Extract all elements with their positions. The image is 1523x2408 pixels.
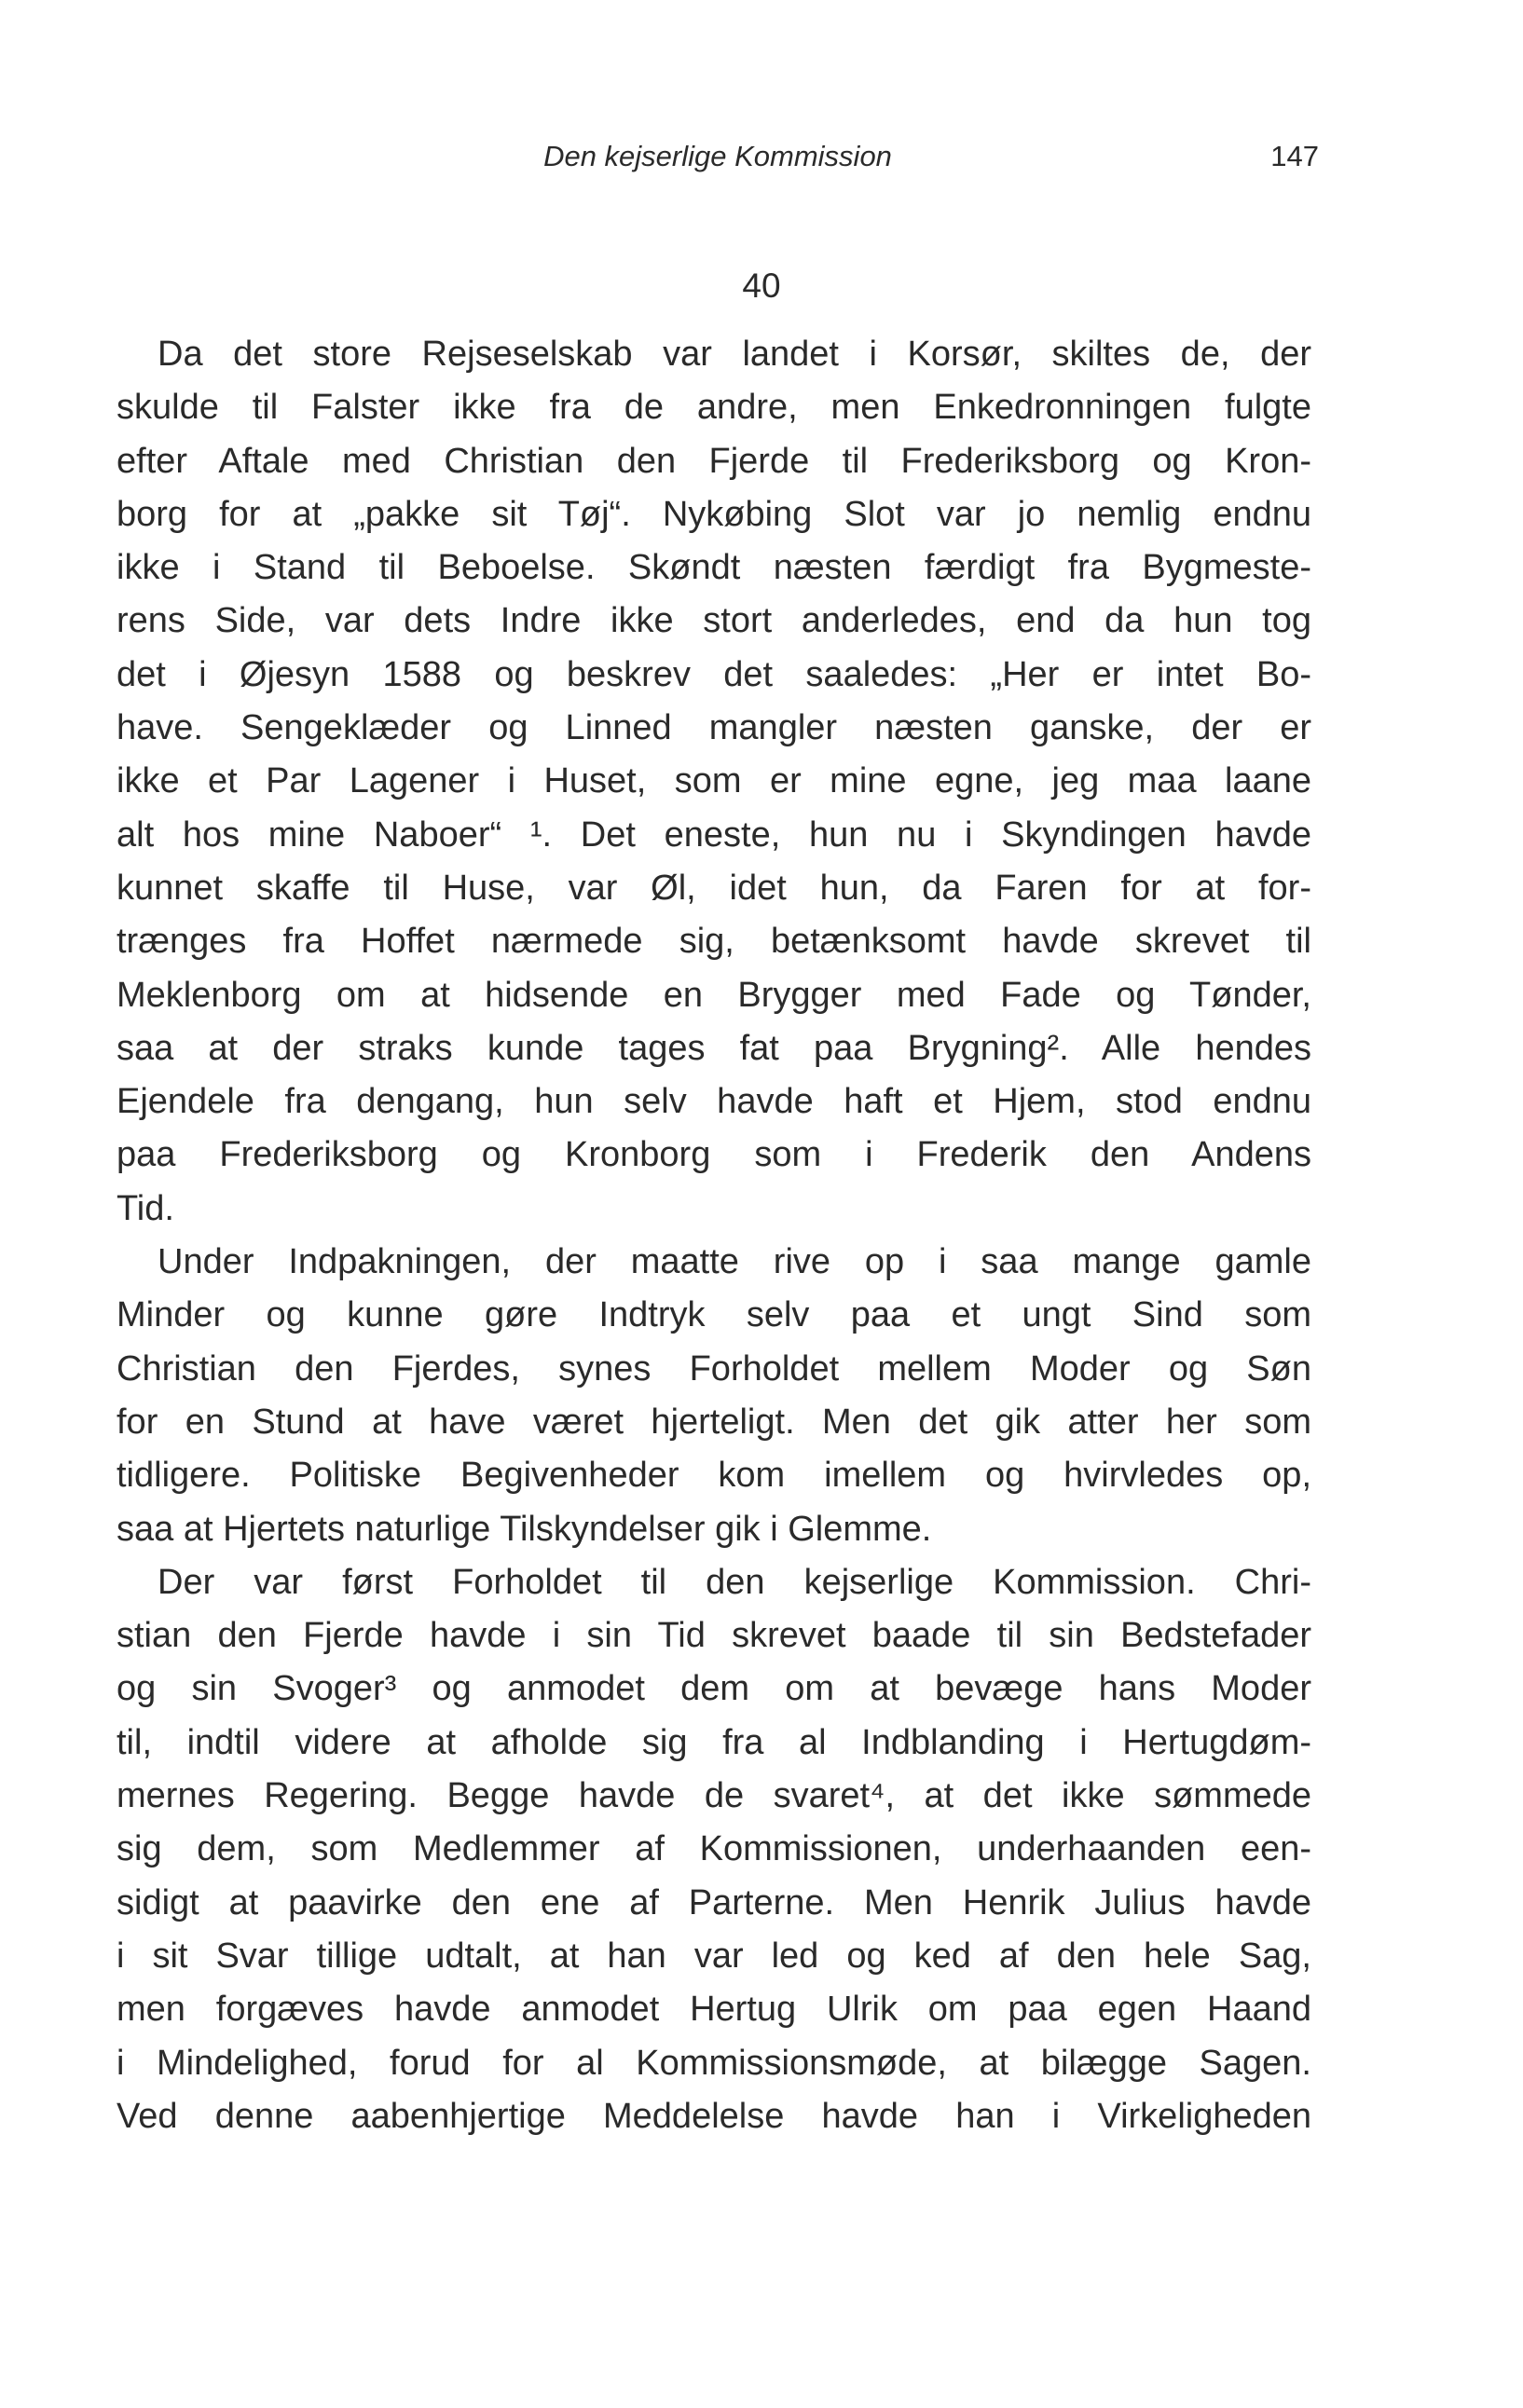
text-line: saa at Hjertets naturlige Tilskyndelser gik i Glemme. [117, 1509, 932, 1549]
text-line: og sin Svoger³ og anmodet dem om at bevæge hans Moder [117, 1669, 1311, 1709]
text-line: saa at der straks kunde tages fat paa Brygning². Alle hendes [117, 1028, 1311, 1068]
text-line: Minder og kunne gøre Indtryk selv paa et ungt Sind som [117, 1295, 1311, 1335]
text-line: rens Side, var dets Indre ikke stort anderledes, end da hun tog [117, 601, 1311, 641]
text-line: kunnet skaffe til Huse, var Øl, idet hun, da Faren for at for- [117, 868, 1311, 908]
paragraph-1 [117, 328, 1311, 1236]
text-line: Meklenborg om at hidsende en Brygger med Fade og Tønder, [117, 975, 1311, 1015]
text-line: Ved denne aabenhjertige Meddelelse havde han i Virkeligheden [117, 2096, 1311, 2136]
text-line: det i Øjesyn 1588 og beskrev det saaledes: „Her er intet Bo- [117, 654, 1311, 694]
text-line: efter Aftale med Christian den Fjerde til Frederiksborg og Kron- [117, 441, 1311, 481]
body-text [117, 328, 1311, 2143]
text-line: borg for at „pakke sit Tøj“. Nykøbing Slot var jo nemlig endnu [117, 494, 1311, 534]
text-line: Christian den Fjerdes, synes Forholdet mellem Moder og Søn [117, 1348, 1311, 1389]
running-head [117, 140, 1319, 177]
text-line: mernes Regering. Begge havde de svaret⁴, at det ikke sømmede [117, 1776, 1311, 1816]
paragraph-3 [117, 1556, 1311, 2143]
text-line: tidligere. Politiske Begivenheder kom imellem og hvirvledes op, [117, 1456, 1311, 1496]
text-line: men forgæves havde anmodet Hertug Ulrik om paa egen Haand [117, 1990, 1311, 2030]
text-line: ikke i Stand til Beboelse. Skøndt næsten færdigt fra Bygmeste- [117, 548, 1311, 588]
text-line: Da det store Rejseselskab var landet i Korsør, skiltes de, der [158, 335, 1311, 374]
text-line: i sit Svar tillige udtalt, at han var led og ked af den hele Sag, [117, 1936, 1311, 1976]
text-line: have. Sengeklæder og Linned mangler næsten ganske, der er [117, 708, 1311, 748]
text-line: ikke et Par Lagener i Huset, som er mine egne, jeg maa laane [117, 761, 1311, 801]
text-line: Der var først Forholdet til den kejserlige Kommission. Chri- [158, 1562, 1311, 1602]
text-line: til, indtil videre at afholde sig fra al Indblanding i Hertugdøm- [117, 1722, 1311, 1762]
text-line: i Mindelighed, forud for al Kommissionsmøde, at bilægge Sagen. [117, 2043, 1311, 2083]
text-line: Under Indpakningen, der maatte rive op i saa mange gamle [158, 1242, 1311, 1282]
running-title: Den kejserlige Kommission [543, 140, 892, 172]
text-line: paa Frederiksborg og Kronborg som i Frederik den Andens [117, 1135, 1311, 1175]
page-number: 147 [1270, 140, 1319, 172]
text-line: alt hos mine Naboer“ ¹. Det eneste, hun nu i Skyndingen havde [117, 814, 1311, 855]
text-line: trænges fra Hoffet nærmede sig, betænksomt havde skrevet til [117, 922, 1311, 962]
text-line: sidigt at paavirke den ene af Parterne. Men Henrik Julius havde [117, 1882, 1311, 1922]
text-line: sig dem, som Medlemmer af Kommissionen, underhaanden een- [117, 1829, 1311, 1869]
text-line: Tid. [117, 1188, 174, 1228]
text-line: stian den Fjerde havde i sin Tid skrevet baade til sin Bedstefader [117, 1616, 1311, 1656]
text-line: skulde til Falster ikke fra de andre, men Enkedronningen fulgte [117, 388, 1311, 428]
text-line: Ejendele fra dengang, hun selv havde haft et Hjem, stod endnu [117, 1082, 1311, 1122]
paragraph-2 [117, 1236, 1311, 1556]
text-line: for en Stund at have været hjerteligt. Men det gik atter her som [117, 1402, 1311, 1442]
chapter-number: 40 [742, 267, 781, 305]
